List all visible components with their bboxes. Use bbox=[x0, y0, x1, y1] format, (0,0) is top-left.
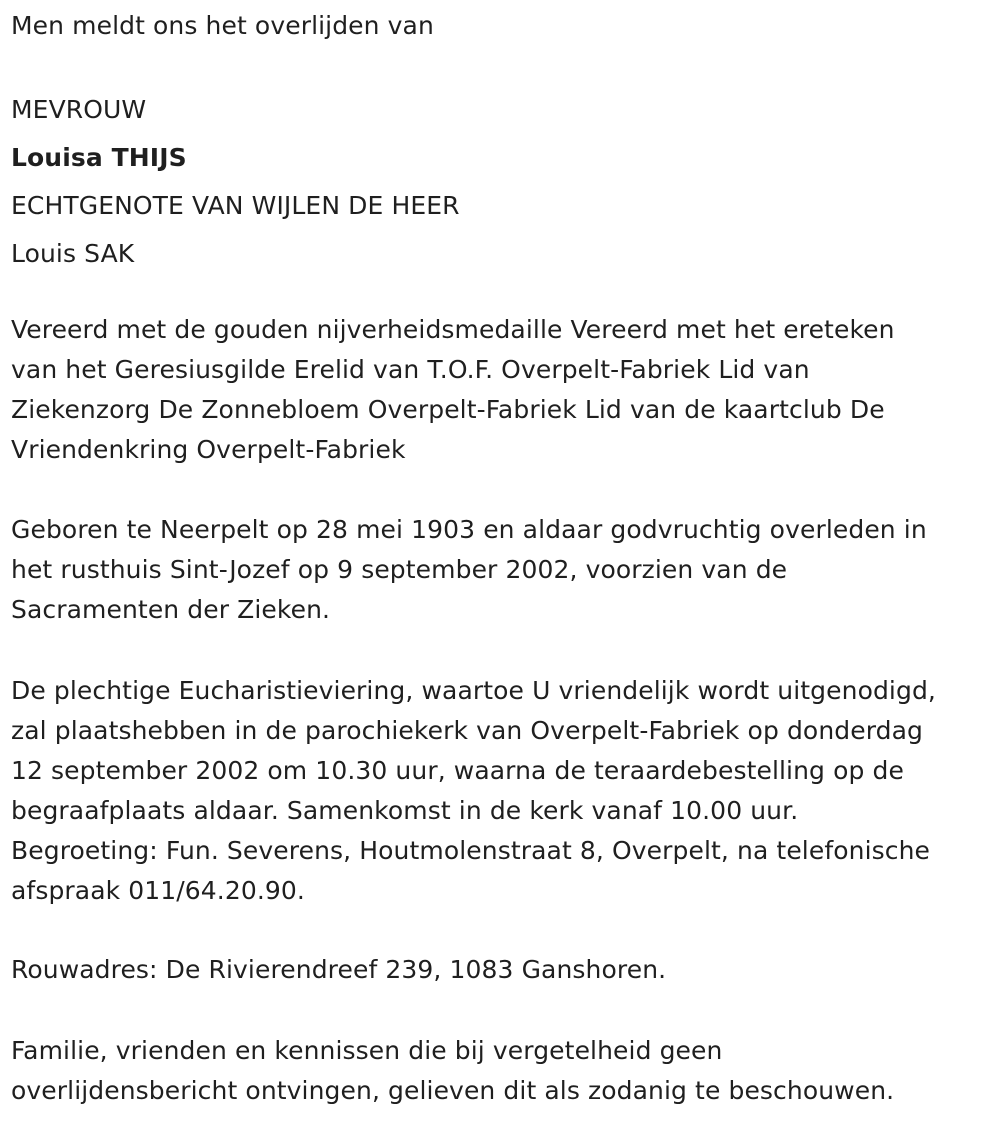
honours-line: Vereerd met de gouden nijverheidsmedaille Vereerd met het ereteken bbox=[11, 315, 895, 344]
honours-line: Ziekenzorg De Zonnebloem Overpelt-Fabriek Lid van de kaartclub De bbox=[11, 395, 885, 424]
ceremony-line: Begroeting: Fun. Severens, Houtmolenstraat 8, Overpelt, na telefonische bbox=[11, 836, 931, 865]
spouse-label: ECHTGENOTE VAN WIJLEN DE HEER bbox=[11, 191, 460, 220]
birth-death-paragraph bbox=[11, 510, 927, 630]
ceremony-line: afspraak 011/64.20.90. bbox=[11, 876, 305, 905]
ceremony-paragraph bbox=[11, 671, 936, 911]
honours-paragraph bbox=[11, 310, 895, 470]
closing-line: Familie, vrienden en kennissen die bij vergetelheid geen bbox=[11, 1036, 723, 1065]
closing-line: overlijdensbericht ontvingen, gelieven dit als zodanig te beschouwen. bbox=[11, 1076, 895, 1105]
honours-line: Vriendenkring Overpelt-Fabriek bbox=[11, 435, 406, 464]
ceremony-line: zal plaatshebben in de parochiekerk van Overpelt-Fabriek op donderdag bbox=[11, 716, 924, 745]
ceremony-line: De plechtige Eucharistieviering, waartoe U vriendelijk wordt uitgenodigd, bbox=[11, 676, 936, 705]
closing-paragraph bbox=[11, 1031, 894, 1111]
birth-death-line: Sacramenten der Zieken. bbox=[11, 595, 331, 624]
ceremony-line: 12 september 2002 om 10.30 uur, waarna de teraardebestelling op de bbox=[11, 756, 904, 785]
mourning-address: Rouwadres: De Rivierendreef 239, 1083 Ganshoren. bbox=[11, 955, 667, 984]
intro-text: Men meldt ons het overlijden van bbox=[11, 11, 434, 40]
spouse-name: Louis SAK bbox=[11, 239, 135, 268]
birth-death-line: het rusthuis Sint-Jozef op 9 september 2002, voorzien van de bbox=[11, 555, 788, 584]
birth-death-line: Geboren te Neerpelt op 28 mei 1903 en aldaar godvruchtig overleden in bbox=[11, 515, 927, 544]
mourning-address-section bbox=[11, 950, 666, 990]
honours-line: van het Geresiusgilde Erelid van T.O.F. Overpelt-Fabriek Lid van bbox=[11, 355, 810, 384]
ceremony-line: begraafplaats aldaar. Samenkomst in de kerk vanaf 10.00 uur. bbox=[11, 796, 799, 825]
deceased-section bbox=[11, 86, 460, 278]
honorific: MEVROUW bbox=[11, 95, 147, 124]
deceased-name: Louisa THIJS bbox=[11, 143, 187, 172]
intro-section bbox=[11, 6, 434, 46]
